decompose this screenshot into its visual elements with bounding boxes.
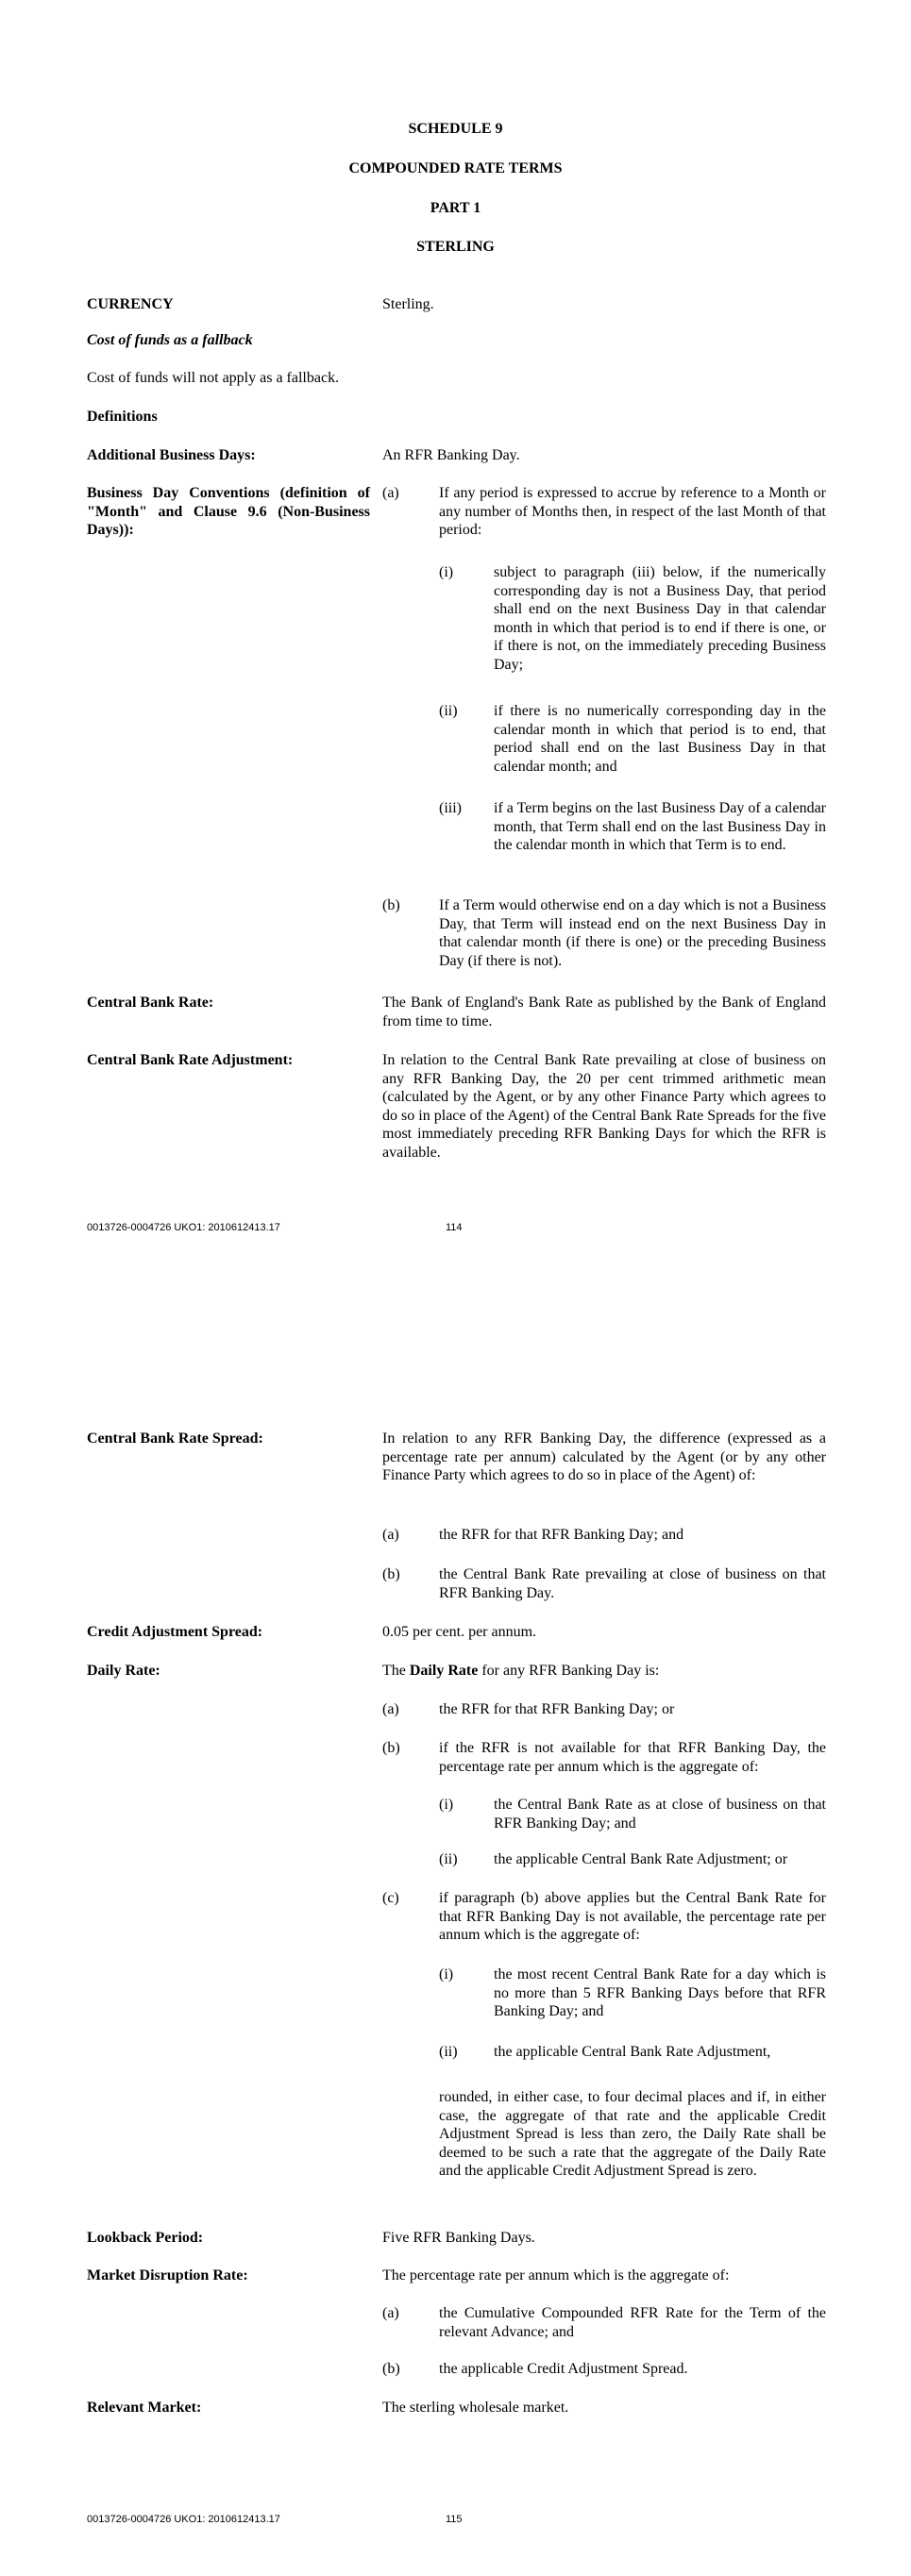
page-115 bbox=[0, 1288, 911, 2576]
cost-of-funds-text: Cost of funds will not apply as a fallback. bbox=[87, 370, 340, 386]
bdc-iii-label: (iii) bbox=[439, 800, 462, 816]
additional-business-days-value: An RFR Banking Day. bbox=[382, 447, 520, 463]
central-bank-rate-term: Central Bank Rate: bbox=[87, 995, 214, 1011]
cbrs-b-text: the Central Bank Rate prevailing at close of business on that RFR Banking Day. bbox=[439, 1566, 826, 1601]
schedule-subtitle: COMPOUNDED RATE TERMS bbox=[348, 160, 563, 176]
definitions-heading: Definitions bbox=[87, 409, 158, 425]
credit-adjustment-spread-term: Credit Adjustment Spread: bbox=[87, 1624, 263, 1640]
bdc-i-label: (i) bbox=[439, 564, 454, 580]
part-heading: PART 1 bbox=[430, 200, 481, 216]
daily-rate-intro-post: for any RFR Banking Day is: bbox=[478, 1663, 660, 1679]
bdc-b-text: If a Term would otherwise end on a day which is not a Business Day, that Term will instead end on the next Business Day in that calendar month (if there is one) or the preceding Business Day (if there is not). bbox=[439, 897, 826, 969]
cbrs-a-label: (a) bbox=[382, 1527, 399, 1543]
mdr-a-text: the Cumulative Compounded RFR Rate for the Term of the relevant Advance; and bbox=[439, 2305, 826, 2340]
daily-rate-intro bbox=[382, 1662, 826, 1681]
dr-b-i-text: the Central Bank Rate as at close of business on that RFR Banking Day; and bbox=[494, 1797, 826, 1832]
page-number: 114 bbox=[446, 1222, 463, 1233]
cbrs-intro: In relation to any RFR Banking Day, the difference (expressed as a percentage rate per annum) calculated by the Agent (or by any other Finance Party which agrees to do so in place of the Agent) of: bbox=[382, 1430, 826, 1483]
bdc-a-label: (a) bbox=[382, 485, 399, 501]
business-day-conventions-term: Business Day Conventions (definition of "Month" and Clause 9.6 (Non-Business Days)): bbox=[87, 485, 370, 538]
bdc-ii-text: if there is no numerically corresponding day in the calendar month in which that period is to end, that period shall end on the last Business Day in that calendar month; and bbox=[494, 703, 826, 775]
dr-b-label: (b) bbox=[382, 1740, 400, 1756]
relevant-market-term: Relevant Market: bbox=[87, 2400, 202, 2416]
dr-a-text: the RFR for that RFR Banking Day; or bbox=[439, 1701, 675, 1717]
daily-rate-term: Daily Rate: bbox=[87, 1663, 160, 1679]
dr-c-ii-label: (ii) bbox=[439, 2044, 458, 2060]
currency-value: Sterling. bbox=[382, 296, 434, 312]
bdc-iii-text: if a Term begins on the last Business Day of a calendar month, that Term shall end on the last Business Day in the calendar month in which that Term is to end. bbox=[494, 800, 826, 853]
lookback-period-value: Five RFR Banking Days. bbox=[382, 2230, 535, 2246]
dr-c-label: (c) bbox=[382, 1890, 399, 1906]
lookback-period-term: Lookback Period: bbox=[87, 2230, 204, 2246]
dr-c-i-text: the most recent Central Bank Rate for a day which is no more than 5 RFR Banking Days before that RFR Banking Day; and bbox=[494, 1966, 826, 2019]
dr-b-i-label: (i) bbox=[439, 1797, 454, 1813]
footer-document-id: 0013726-0004726 UKO1: 2010612413.17 bbox=[87, 2514, 280, 2525]
mdr-b-text: the applicable Credit Adjustment Spread. bbox=[439, 2361, 688, 2377]
currency-term: CURRENCY bbox=[87, 296, 174, 312]
cbrs-a-text: the RFR for that RFR Banking Day; and bbox=[439, 1527, 684, 1543]
schedule-title: SCHEDULE 9 bbox=[408, 121, 503, 137]
footer-document-id: 0013726-0004726 UKO1: 2010612413.17 bbox=[87, 1222, 280, 1233]
dr-c-text: if paragraph (b) above applies but the Central Bank Rate for that RFR Banking Day is not available, the percentage rate per annum which is the aggregate of: bbox=[439, 1890, 826, 1943]
mdr-b-label: (b) bbox=[382, 2361, 400, 2377]
bdc-i-text: subject to paragraph (iii) below, if the numerically corresponding day is not a Business Day, that period shall end on the next Business Day in that calendar month in which that period is to end if there is one, or if there is not, on the immediately preceding Business Day; bbox=[494, 564, 826, 673]
dr-closing-text: rounded, in either case, to four decimal places and if, in either case, the aggregate of that rate and the applicable Credit Adjustment Spread is less than zero, the Daily Rate shall be deemed to be such a rate that the aggregate of the Daily Rate and the applicable Credit Adjustment Spread is zero. bbox=[439, 2089, 826, 2179]
central-bank-rate-adjustment-value: In relation to the Central Bank Rate prevailing at close of business on any RFR Banking Day, the 20 per cent trimmed arithmetic mean (calculated by the Agent, or by any other Finance Party which agrees to do so in place of the Agent) of the Central Bank Rate Spreads for the five most immediately preceding RFR Banking Days for which the RFR is available. bbox=[382, 1052, 826, 1161]
dr-c-ii-text: the applicable Central Bank Rate Adjustment, bbox=[494, 2044, 771, 2060]
page-number: 115 bbox=[446, 2514, 463, 2525]
relevant-market-value: The sterling wholesale market. bbox=[382, 2400, 569, 2416]
bdc-b-label: (b) bbox=[382, 897, 400, 913]
currency-heading: STERLING bbox=[416, 239, 495, 255]
mdr-intro: The percentage rate per annum which is the aggregate of: bbox=[382, 2267, 730, 2283]
cost-of-funds-heading: Cost of funds as a fallback bbox=[87, 332, 253, 348]
dr-b-ii-label: (ii) bbox=[439, 1851, 458, 1867]
dr-c-i-label: (i) bbox=[439, 1966, 454, 1982]
daily-rate-defined-term: Daily Rate bbox=[409, 1663, 479, 1679]
daily-rate-intro-pre: The bbox=[382, 1663, 410, 1679]
central-bank-rate-adjustment-term: Central Bank Rate Adjustment: bbox=[87, 1052, 294, 1068]
market-disruption-rate-term: Market Disruption Rate: bbox=[87, 2267, 248, 2283]
bdc-a-text: If any period is expressed to accrue by reference to a Month or any number of Months then, in respect of the last Month of that period: bbox=[439, 485, 826, 538]
credit-adjustment-spread-value: 0.05 per cent. per annum. bbox=[382, 1624, 537, 1640]
central-bank-rate-value: The Bank of England's Bank Rate as published by the Bank of England from time to time. bbox=[382, 995, 826, 1029]
bdc-ii-label: (ii) bbox=[439, 703, 458, 719]
dr-b-text: if the RFR is not available for that RFR Banking Day, the percentage rate per annum which is the aggregate of: bbox=[439, 1740, 826, 1775]
mdr-a-label: (a) bbox=[382, 2305, 399, 2321]
dr-b-ii-text: the applicable Central Bank Rate Adjustment; or bbox=[494, 1851, 788, 1867]
dr-a-label: (a) bbox=[382, 1701, 399, 1717]
cbrs-b-label: (b) bbox=[382, 1566, 400, 1582]
central-bank-rate-spread-term: Central Bank Rate Spread: bbox=[87, 1430, 263, 1447]
additional-business-days-term: Additional Business Days: bbox=[87, 447, 256, 463]
